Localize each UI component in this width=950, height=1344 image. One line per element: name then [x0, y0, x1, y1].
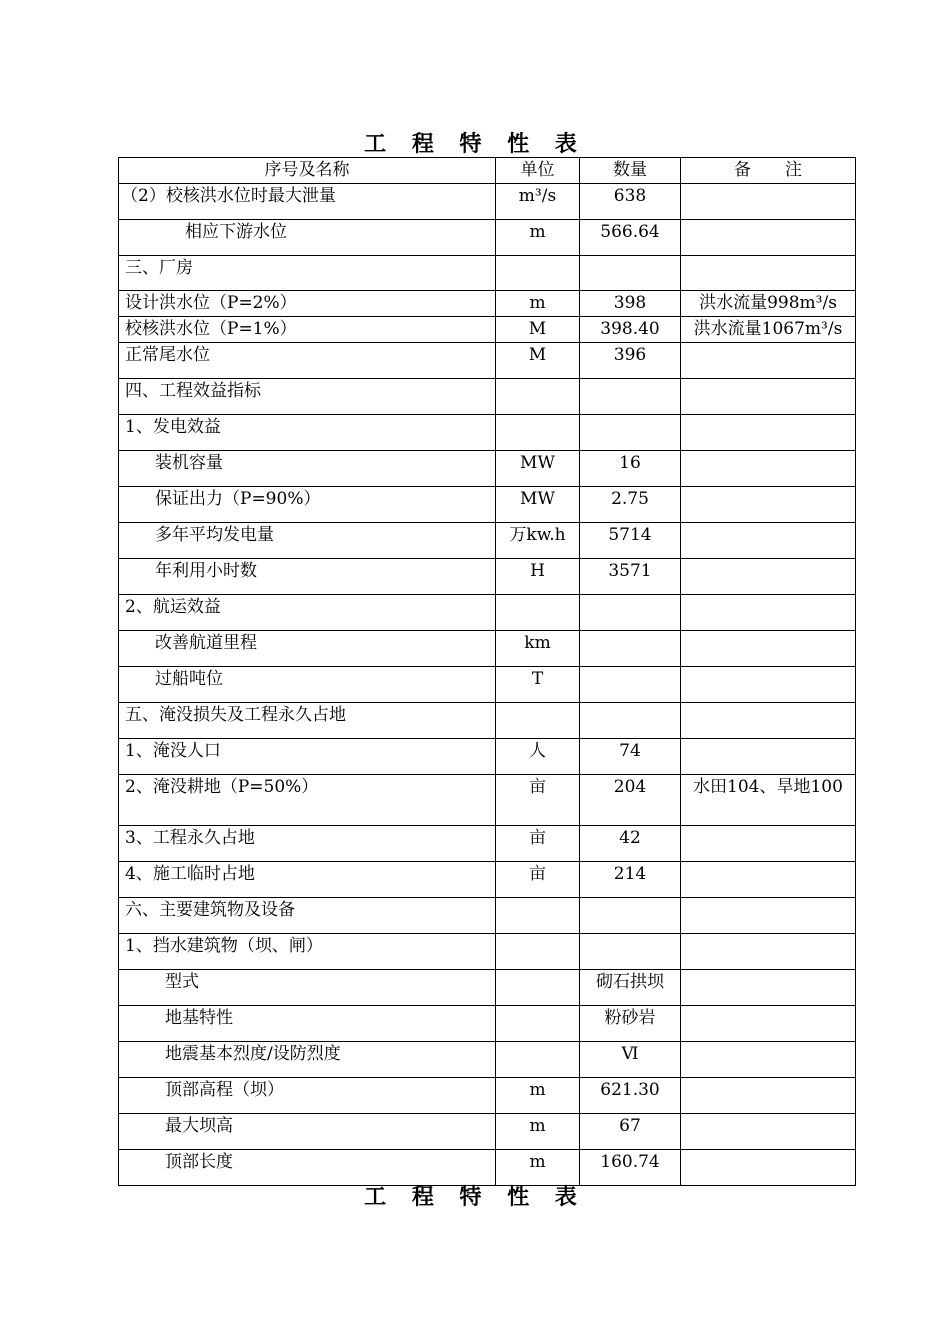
- row-quantity: 396: [580, 343, 681, 379]
- table-row: [119, 487, 856, 523]
- table-row: [119, 291, 856, 317]
- table-row: [119, 862, 856, 898]
- row-remarks: [681, 595, 856, 631]
- row-name: 2、航运效益: [119, 595, 496, 631]
- row-name: 保证出力（P=90%）: [119, 487, 496, 523]
- row-quantity: 74: [580, 739, 681, 775]
- row-name: 地基特性: [119, 1006, 496, 1042]
- table-row: [119, 934, 856, 970]
- column-header-remarks: 备 注: [681, 158, 856, 184]
- row-remarks: [681, 523, 856, 559]
- row-name: 地震基本烈度/设防烈度: [119, 1042, 496, 1078]
- column-header-quantity: 数量: [580, 158, 681, 184]
- row-remarks: 水田104、旱地100: [681, 775, 856, 826]
- row-name: 正常尾水位: [119, 343, 496, 379]
- row-unit: 亩: [496, 862, 580, 898]
- table-row: [119, 523, 856, 559]
- table-row: [119, 970, 856, 1006]
- table-row: [119, 379, 856, 415]
- row-unit: m³/s: [496, 184, 580, 220]
- row-quantity: 粉砂岩: [580, 1006, 681, 1042]
- row-name: 六、主要建筑物及设备: [119, 898, 496, 934]
- row-quantity: [580, 934, 681, 970]
- row-remarks: [681, 1006, 856, 1042]
- row-name: 装机容量: [119, 451, 496, 487]
- table-row: [119, 898, 856, 934]
- row-quantity: 160.74: [580, 1150, 681, 1186]
- row-remarks: [681, 1114, 856, 1150]
- row-quantity: 67: [580, 1114, 681, 1150]
- row-unit: [496, 1042, 580, 1078]
- row-unit: H: [496, 559, 580, 595]
- row-name: 年利用小时数: [119, 559, 496, 595]
- row-remarks: [681, 667, 856, 703]
- row-quantity: [580, 703, 681, 739]
- row-quantity: [580, 898, 681, 934]
- row-unit: T: [496, 667, 580, 703]
- table-row: [119, 451, 856, 487]
- row-remarks: [681, 343, 856, 379]
- row-name: 校核洪水位（P=1%）: [119, 317, 496, 343]
- page-title: 工 程 特 性 表: [364, 132, 586, 157]
- row-quantity: 398.40: [580, 317, 681, 343]
- table-row: [119, 256, 856, 291]
- row-name: （2）校核洪水位时最大泄量: [119, 184, 496, 220]
- row-unit: [496, 379, 580, 415]
- row-quantity: 3571: [580, 559, 681, 595]
- row-unit: [496, 970, 580, 1006]
- row-unit: 万kw.h: [496, 523, 580, 559]
- row-quantity: 621.30: [580, 1078, 681, 1114]
- column-header-unit: 单位: [496, 158, 580, 184]
- row-name: 最大坝高: [119, 1114, 496, 1150]
- table-row: [119, 184, 856, 220]
- row-unit: m: [496, 1078, 580, 1114]
- row-name: 过船吨位: [119, 667, 496, 703]
- row-remarks: [681, 415, 856, 451]
- row-name: 2、淹没耕地（P=50%）: [119, 775, 496, 826]
- row-unit: [496, 595, 580, 631]
- row-unit: MW: [496, 487, 580, 523]
- table-row: [119, 317, 856, 343]
- table-row: [119, 559, 856, 595]
- row-unit: 人: [496, 739, 580, 775]
- row-quantity: 566.64: [580, 220, 681, 256]
- row-name: 1、淹没人口: [119, 739, 496, 775]
- column-header-name: 序号及名称: [119, 158, 496, 184]
- table-row: [119, 1006, 856, 1042]
- row-remarks: [681, 898, 856, 934]
- table-row: [119, 826, 856, 862]
- row-unit: m: [496, 1150, 580, 1186]
- row-name: 型式: [119, 970, 496, 1006]
- table-row: [119, 595, 856, 631]
- row-quantity: [580, 667, 681, 703]
- row-quantity: Ⅵ: [580, 1042, 681, 1078]
- row-remarks: [681, 256, 856, 291]
- row-name: 四、工程效益指标: [119, 379, 496, 415]
- row-remarks: [681, 379, 856, 415]
- row-remarks: [681, 970, 856, 1006]
- row-quantity: [580, 379, 681, 415]
- row-unit: M: [496, 317, 580, 343]
- row-quantity: 2.75: [580, 487, 681, 523]
- row-remarks: [681, 703, 856, 739]
- row-remarks: [681, 1078, 856, 1114]
- row-quantity: [580, 595, 681, 631]
- row-quantity: 5714: [580, 523, 681, 559]
- row-quantity: 204: [580, 775, 681, 826]
- row-name: 设计洪水位（P=2%）: [119, 291, 496, 317]
- row-unit: km: [496, 631, 580, 667]
- row-name: 3、工程永久占地: [119, 826, 496, 862]
- row-unit: MW: [496, 451, 580, 487]
- row-quantity: [580, 415, 681, 451]
- row-remarks: 洪水流量1067m³/s: [681, 317, 856, 343]
- characteristics-table: [118, 157, 856, 1186]
- table-row: [119, 1042, 856, 1078]
- row-name: 1、挡水建筑物（坝、闸）: [119, 934, 496, 970]
- row-unit: [496, 898, 580, 934]
- row-name: 三、厂房: [119, 256, 496, 291]
- row-quantity: [580, 631, 681, 667]
- table-row: [119, 1078, 856, 1114]
- row-remarks: [681, 631, 856, 667]
- table-row: [119, 703, 856, 739]
- row-unit: [496, 415, 580, 451]
- row-remarks: [681, 487, 856, 523]
- table-row: [119, 739, 856, 775]
- page-title-repeat: 工 程 特 性 表: [364, 1185, 586, 1210]
- table-row: [119, 775, 856, 826]
- row-quantity: [580, 256, 681, 291]
- row-name: 1、发电效益: [119, 415, 496, 451]
- row-name: 顶部高程（坝）: [119, 1078, 496, 1114]
- table-row: [119, 631, 856, 667]
- row-remarks: [681, 451, 856, 487]
- row-quantity: 638: [580, 184, 681, 220]
- row-unit: [496, 256, 580, 291]
- row-unit: 亩: [496, 826, 580, 862]
- row-remarks: [681, 826, 856, 862]
- row-quantity: 398: [580, 291, 681, 317]
- row-quantity: 42: [580, 826, 681, 862]
- row-name: 五、淹没损失及工程永久占地: [119, 703, 496, 739]
- row-quantity: 砌石拱坝: [580, 970, 681, 1006]
- row-unit: m: [496, 220, 580, 256]
- row-remarks: [681, 1042, 856, 1078]
- table-row: [119, 415, 856, 451]
- row-unit: m: [496, 291, 580, 317]
- row-quantity: 16: [580, 451, 681, 487]
- row-unit: M: [496, 343, 580, 379]
- table-row: [119, 1150, 856, 1186]
- row-quantity: 214: [580, 862, 681, 898]
- row-name: 多年平均发电量: [119, 523, 496, 559]
- row-remarks: [681, 862, 856, 898]
- row-remarks: [681, 559, 856, 595]
- row-name: 改善航道里程: [119, 631, 496, 667]
- row-remarks: [681, 934, 856, 970]
- row-remarks: [681, 184, 856, 220]
- table-row: [119, 1114, 856, 1150]
- table-row: [119, 667, 856, 703]
- row-remarks: 洪水流量998m³/s: [681, 291, 856, 317]
- table-row: [119, 343, 856, 379]
- table-header-row: [119, 158, 856, 184]
- table-row: [119, 220, 856, 256]
- row-unit: [496, 1006, 580, 1042]
- row-remarks: [681, 739, 856, 775]
- row-remarks: [681, 1150, 856, 1186]
- row-name: 4、施工临时占地: [119, 862, 496, 898]
- row-name: 顶部长度: [119, 1150, 496, 1186]
- row-name: 相应下游水位: [119, 220, 496, 256]
- row-unit: [496, 934, 580, 970]
- row-unit: [496, 703, 580, 739]
- row-unit: 亩: [496, 775, 580, 826]
- row-unit: m: [496, 1114, 580, 1150]
- row-remarks: [681, 220, 856, 256]
